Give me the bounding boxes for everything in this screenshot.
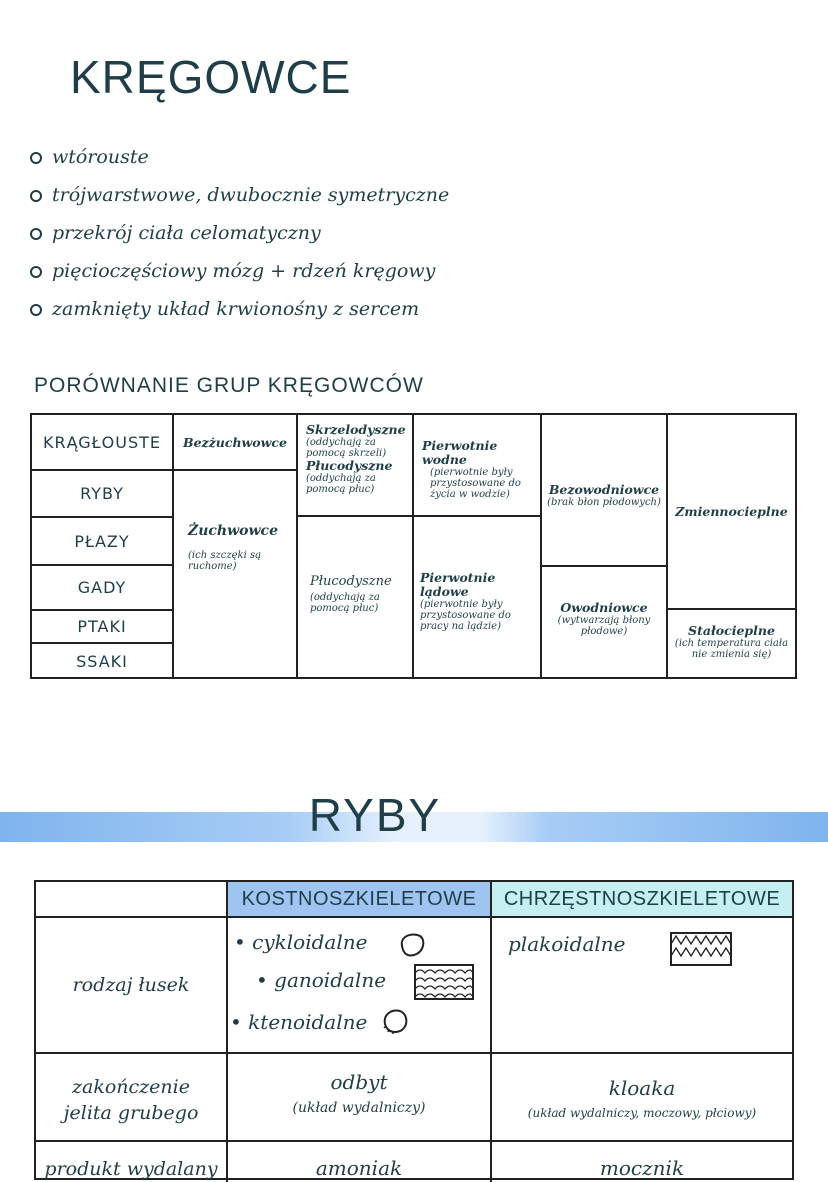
row-label-intestine: zakończenie jelita grubego <box>36 1054 228 1142</box>
group-cell: RYBY <box>32 471 174 518</box>
ganoid-scale-icon <box>414 964 474 1000</box>
column-header-bony: KOSTNOSZKIELETOWE <box>228 882 492 918</box>
anamniota-label: Bezowodniowce <box>548 482 660 497</box>
amniota-note: (wytwarzają błony płodowe) <box>557 615 651 637</box>
gill-note: (oddychają za pomocą skrzeli) <box>306 437 387 459</box>
ectotherm-cell <box>668 415 795 610</box>
cartilaginous-intestine-cell <box>492 1054 792 1142</box>
gill-label: Skrzelodyszne <box>306 422 406 437</box>
anamniota-note: (brak błon płodowych) <box>547 497 661 508</box>
scale-type: • cykloidalne <box>234 930 368 954</box>
jawless-cell <box>174 415 298 471</box>
bullet-icon <box>30 228 42 240</box>
lung-breathing-cell <box>298 517 414 679</box>
cycloid-scale-icon <box>398 930 426 958</box>
endotherm-cell <box>668 610 795 679</box>
lung-only-label: Płucodyszne <box>310 574 392 589</box>
row-label-scales: rodzaj łusek <box>36 918 228 1054</box>
intestine-end: odbyt <box>330 1070 388 1094</box>
cartilaginous-scales-cell <box>492 918 792 1054</box>
ectotherm-label: Zmiennocieplne <box>675 504 788 519</box>
bullet-icon <box>30 190 42 202</box>
group-cell: PŁAZY <box>32 518 174 566</box>
land-note: (pierwotnie były przystosowane do pracy na lądzie) <box>420 599 511 632</box>
gill-breathing-cell <box>298 415 414 517</box>
endotherm-note: (ich temperatura ciała nie zmienia się) <box>674 638 789 660</box>
bony-scales-cell <box>228 918 492 1054</box>
fish-table <box>34 880 794 1180</box>
list-item: zamknięty układ krwionośny z sercem <box>30 298 449 336</box>
lung-label: Płucodyszne <box>306 458 393 473</box>
intestine-note: (układ wydalniczy) <box>292 1100 426 1116</box>
scale-type: • ganoidalne <box>256 968 387 992</box>
jawed-cell <box>174 471 298 679</box>
list-item: pięcioczęściowy mózg + rdzeń kręgowy <box>30 260 449 298</box>
list-item: trójwarstwowe, dwubocznie symetryczne <box>30 184 449 222</box>
placoid-scale-icon <box>670 932 732 966</box>
scale-type: • ktenoidalne <box>230 1010 368 1034</box>
cartilaginous-excretion-cell: mocznik <box>599 1156 685 1180</box>
bony-intestine-cell <box>228 1054 492 1142</box>
scale-type: plakoidalne <box>508 932 626 956</box>
group-cell: SSAKI <box>32 644 174 679</box>
water-origin-cell <box>414 415 542 517</box>
ctenoid-scale-icon <box>380 1006 412 1036</box>
lung-note: (oddychają za pomocą płuc) <box>306 473 376 495</box>
anamniota-cell <box>542 415 668 567</box>
page-title: KRĘGOWCE <box>70 51 352 103</box>
comparison-table <box>30 413 797 679</box>
amniota-label: Owodniowce <box>560 600 648 615</box>
intestine-note: (układ wydalniczy, moczowy, płciowy) <box>527 1106 757 1120</box>
bullet-icon <box>30 152 42 164</box>
jawed-note: (ich szczęki są ruchome) <box>188 550 262 572</box>
water-note: (pierwotnie były przystosowane do życia w wodzie) <box>430 467 521 500</box>
empty-header-cell <box>36 882 228 918</box>
group-cell: PTAKI <box>32 611 174 644</box>
group-cell: KRĄGŁOUSTE <box>32 415 174 471</box>
jawless-label: Bezżuchwowce <box>183 434 287 450</box>
land-origin-cell <box>414 517 542 679</box>
bullet-icon <box>30 304 42 316</box>
row-label-excretion: produkt wydalany <box>36 1142 228 1182</box>
column-header-cartilaginous: CHRZĘSTNOSZKIELETOWE <box>492 882 792 918</box>
list-item: przekrój ciała celomatyczny <box>30 222 449 260</box>
endotherm-label: Stałocieplne <box>688 623 775 638</box>
lung-only-note: (oddychają za pomocą płuc) <box>310 592 380 614</box>
list-item: wtórouste <box>30 146 449 184</box>
group-cell: GADY <box>32 566 174 611</box>
features-list <box>30 146 449 336</box>
intestine-end: kloaka <box>608 1076 676 1100</box>
bony-excretion-cell: amoniak <box>228 1142 492 1182</box>
bullet-icon <box>30 266 42 278</box>
jawed-label: Żuchwowce <box>188 523 278 539</box>
amniota-cell <box>542 567 668 679</box>
comparison-heading: PORÓWNANIE GRUP KRĘGOWCÓW <box>34 374 424 397</box>
fish-section-title: RYBY <box>308 789 442 841</box>
land-label: Pierwotnie lądowe <box>420 570 496 599</box>
water-label: Pierwotnie wodne <box>422 438 498 467</box>
